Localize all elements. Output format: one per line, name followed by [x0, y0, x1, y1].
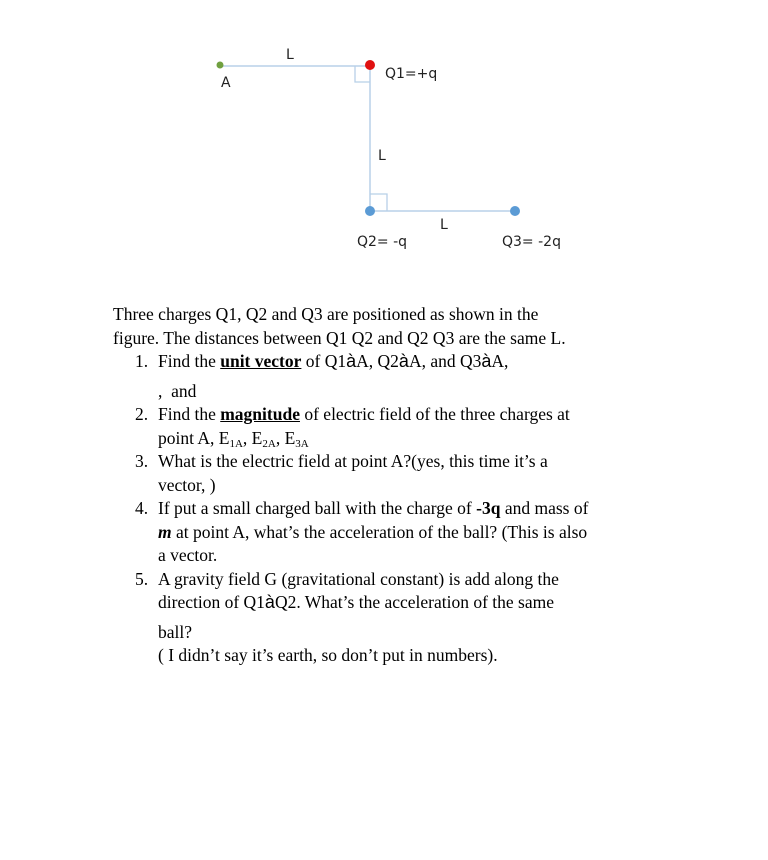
label-q2: Q2= -q: [357, 234, 408, 250]
text: A gravity field G (gravitational constant) is add along the: [158, 568, 559, 589]
question-1: [113, 350, 673, 403]
question-number: 2.: [135, 404, 149, 424]
text: point A, E: [158, 427, 230, 448]
emphasis: -3q: [476, 498, 501, 518]
question-3: [113, 450, 673, 497]
question-number: 3.: [135, 451, 149, 471]
problem-text: [113, 303, 673, 668]
question-number: 1.: [135, 351, 149, 371]
question-4: [113, 497, 673, 568]
text: A,: [491, 351, 509, 371]
text: direction of Q1: [158, 592, 265, 612]
arrow-glyph: à: [346, 351, 357, 371]
text: of electric field of the three charges at: [299, 404, 570, 424]
text: vector, ): [158, 474, 216, 495]
text: of Q1: [301, 351, 347, 371]
text: Find the: [158, 351, 221, 371]
text: and mass of: [500, 498, 589, 518]
emphasis: magnitude: [220, 404, 300, 424]
charge-q2: [365, 206, 375, 216]
subscript: 1A: [229, 437, 243, 450]
text: a vector.: [158, 545, 218, 565]
question-5: [113, 568, 673, 668]
intro-line: figure. The distances between Q1 Q2 and Q2 Q3 are the same L.: [113, 327, 566, 348]
question-number: 4.: [135, 498, 149, 518]
point-a: [217, 62, 224, 69]
text: ( I didn’t say it’s earth, so don’t put in numbers).: [158, 645, 498, 665]
question-list: [113, 350, 673, 668]
text: , E: [242, 427, 263, 448]
text: If put a small charged ball with the charge of: [158, 498, 477, 518]
text: , E: [275, 427, 296, 448]
label-q3: Q3= -2q: [502, 234, 561, 250]
charge-q3: [510, 206, 520, 216]
text: ball?: [158, 621, 193, 642]
text: , and: [158, 380, 197, 401]
text: Find the: [158, 404, 221, 424]
text: A, and Q3: [408, 351, 482, 371]
arrow-glyph: à: [398, 351, 409, 371]
arrow-glyph: à: [481, 351, 492, 371]
emphasis: m: [158, 521, 172, 542]
question-number: 5.: [135, 568, 149, 589]
subscript: 3A: [295, 437, 309, 450]
intro-line: Three charges Q1, Q2 and Q3 are positioned as shown in the: [113, 304, 539, 324]
text: What is the electric field at point A?(yes, this time it’s a: [158, 451, 548, 471]
arrow-glyph: à: [264, 592, 275, 612]
label-q1: Q1=+q: [385, 66, 438, 82]
label-bottom-l: L: [440, 217, 448, 233]
text: at point A, what’s the acceleration of the ball? (This is also: [171, 521, 588, 542]
charge-q1: [365, 60, 375, 70]
label-a: A: [221, 75, 231, 91]
label-mid-l: L: [378, 148, 386, 164]
charge-diagram: [0, 0, 768, 290]
question-2: [113, 403, 673, 450]
emphasis: unit vector: [220, 351, 302, 371]
subscript: 2A: [262, 437, 276, 450]
label-top-l: L: [286, 47, 294, 63]
text: A, Q2: [356, 351, 399, 371]
text: Q2. What’s the acceleration of the same: [274, 592, 555, 612]
